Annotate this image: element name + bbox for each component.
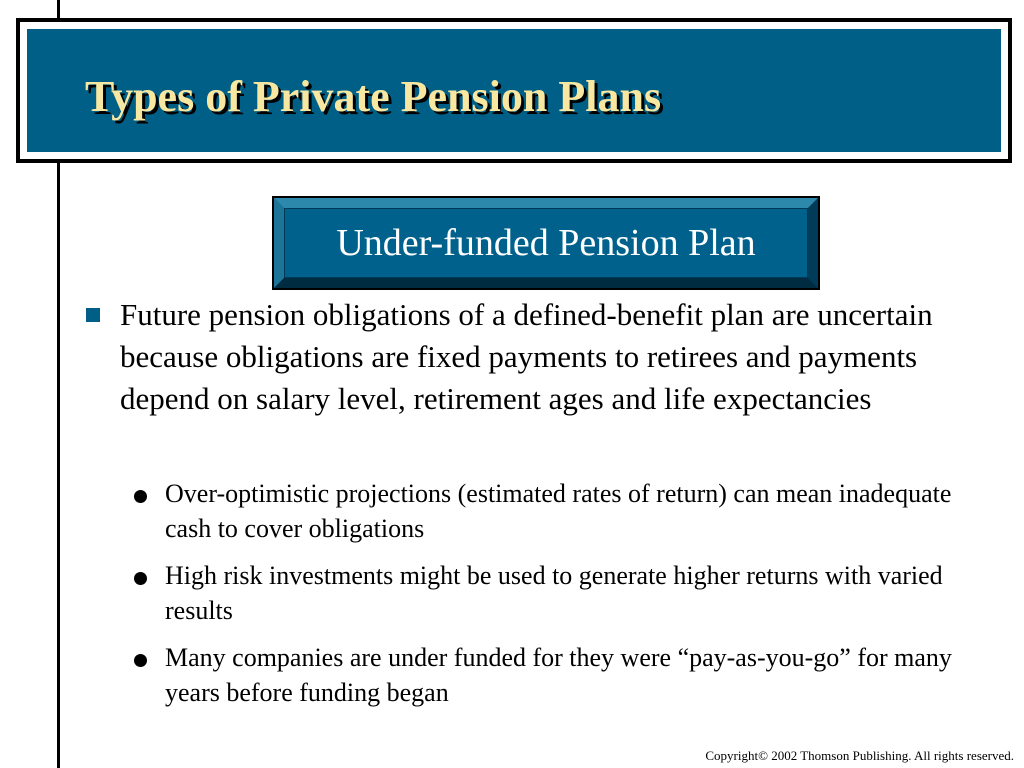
slide-title: Types of Private Pension Plans <box>85 72 662 121</box>
list-item <box>132 476 1002 546</box>
sub-bullet-list <box>132 476 1002 722</box>
sub-bullet-text: Over-optimistic projections (estimated rates of return) can mean inadequate cash to cover obligations <box>165 479 952 543</box>
subtitle-box <box>272 196 820 290</box>
round-bullet-icon <box>134 654 147 667</box>
main-bullet-text: Future pension obligations of a defined-benefit plan are uncertain because obligations are fixed payments to retirees and payments depend on salary level, retirement ages and life expectancies <box>120 297 933 416</box>
round-bullet-icon <box>134 572 147 585</box>
sub-bullet-text: Many companies are under funded for they were “pay-as-you-go” for many years before funding began <box>165 643 952 707</box>
title-bar <box>27 29 1001 152</box>
sub-bullet-text: High risk investments might be used to generate higher returns with varied results <box>165 561 943 625</box>
list-item <box>132 640 1002 710</box>
title-frame <box>16 18 1012 163</box>
slide-subtitle: Under-funded Pension Plan <box>336 222 756 264</box>
round-bullet-icon <box>134 490 147 503</box>
copyright-notice: Copyright© 2002 Thomson Publishing. All rights reserved. <box>705 748 1014 763</box>
square-bullet-icon <box>86 308 100 322</box>
bevel-top <box>274 198 818 208</box>
list-item <box>132 558 1002 628</box>
bevel-bottom <box>274 278 818 288</box>
